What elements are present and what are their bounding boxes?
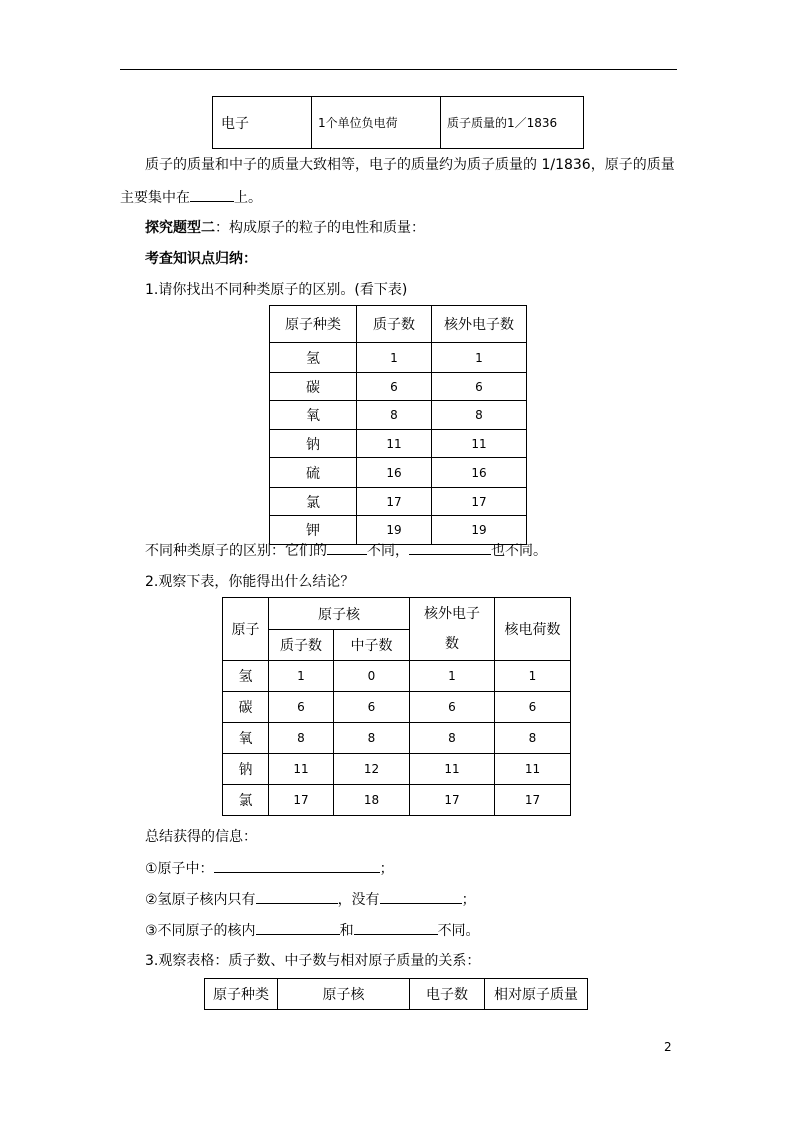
fill-blank[interactable] xyxy=(380,889,462,904)
header-cell: 原子核 xyxy=(278,979,410,1010)
header-cell: 相对原子质量 xyxy=(485,979,588,1010)
heading-bold: 探究题型二 xyxy=(145,220,215,236)
value-cell: 17 xyxy=(410,785,495,816)
section-heading xyxy=(145,218,425,238)
value-cell: 6 xyxy=(334,692,410,723)
value-cell: 1 xyxy=(269,661,334,692)
value-cell: 8 xyxy=(269,723,334,754)
question-1: 1.请你找出不同种类原子的区别。(看下表) xyxy=(145,282,408,298)
relative-mass-table xyxy=(204,978,588,1010)
header-cell xyxy=(410,598,495,661)
cell: 电子 xyxy=(213,97,312,149)
value-cell: 8 xyxy=(357,401,432,430)
fill-blank[interactable] xyxy=(256,920,340,935)
fill-blank[interactable] xyxy=(354,920,438,935)
value-cell: 1 xyxy=(432,343,527,373)
element-name-cell: 碳 xyxy=(223,692,269,723)
value-cell: 19 xyxy=(432,516,527,545)
fill-blank[interactable] xyxy=(190,187,234,202)
element-name-cell: 钾 xyxy=(270,516,357,545)
summary-item-2 xyxy=(145,889,476,910)
question-1-summary xyxy=(145,540,547,561)
top-table xyxy=(212,96,584,149)
value-cell: 17 xyxy=(269,785,334,816)
header-rule xyxy=(120,69,677,70)
text: ②氢原子核内只有 xyxy=(145,892,256,908)
cell: 质子质量的1／1836 xyxy=(441,97,584,149)
text: 不同。 xyxy=(437,923,480,939)
element-name-cell: 氢 xyxy=(270,343,357,373)
fill-blank[interactable] xyxy=(256,889,338,904)
element-name-cell: 硫 xyxy=(270,458,357,488)
header-cell: 原子核 xyxy=(269,598,410,630)
element-name-cell: 氯 xyxy=(270,488,357,516)
text: 主要集中在 xyxy=(120,190,190,206)
value-cell: 6 xyxy=(495,692,571,723)
text: 数 xyxy=(445,636,459,652)
value-cell: 1 xyxy=(495,661,571,692)
text: ③不同原子的核内 xyxy=(145,923,256,939)
header-cell: 原子种类 xyxy=(205,979,278,1010)
value-cell: 1 xyxy=(357,343,432,373)
text: ①原子中： xyxy=(145,861,214,877)
header-cell: 核电荷数 xyxy=(495,598,571,661)
value-cell: 17 xyxy=(432,488,527,516)
question-3: 3.观察表格：质子数、中子数与相对原子质量的关系： xyxy=(145,953,481,969)
page-number: 2 xyxy=(664,1040,672,1054)
text: 和 xyxy=(339,923,354,939)
paragraph-line xyxy=(120,187,262,208)
value-cell: 11 xyxy=(410,754,495,785)
value-cell: 19 xyxy=(357,516,432,545)
value-cell: 8 xyxy=(495,723,571,754)
element-name-cell: 氧 xyxy=(270,401,357,430)
paragraph-line: 质子的质量和中子的质量大致相等，电子的质量约为质子质量的 1/1836，原子的质量 xyxy=(145,157,675,173)
header-cell: 原子 xyxy=(223,598,269,661)
atom-structure-table xyxy=(222,597,571,816)
element-name-cell: 氧 xyxy=(223,723,269,754)
summary-item-1 xyxy=(145,858,394,879)
text: ； xyxy=(379,861,394,877)
value-cell: 8 xyxy=(410,723,495,754)
header-cell: 质子数 xyxy=(269,630,334,661)
element-name-cell: 氢 xyxy=(223,661,269,692)
value-cell: 16 xyxy=(432,458,527,488)
header-cell: 原子种类 xyxy=(270,306,357,343)
value-cell: 6 xyxy=(269,692,334,723)
value-cell: 11 xyxy=(269,754,334,785)
element-name-cell: 钠 xyxy=(223,754,269,785)
value-cell: 6 xyxy=(432,373,527,401)
header-cell: 质子数 xyxy=(357,306,432,343)
value-cell: 8 xyxy=(432,401,527,430)
atom-types-table xyxy=(269,305,527,545)
value-cell: 1 xyxy=(410,661,495,692)
text: 不同， xyxy=(367,543,409,559)
summary-item-3 xyxy=(145,920,480,941)
value-cell: 16 xyxy=(357,458,432,488)
element-name-cell: 碳 xyxy=(270,373,357,401)
value-cell: 11 xyxy=(357,430,432,458)
header-cell: 核外电子数 xyxy=(432,306,527,343)
value-cell: 8 xyxy=(334,723,410,754)
heading-rest: ：构成原子的粒子的电性和质量： xyxy=(215,220,425,236)
question-2: 2.观察下表，你能得出什么结论？ xyxy=(145,574,355,590)
value-cell: 17 xyxy=(357,488,432,516)
value-cell: 17 xyxy=(495,785,571,816)
text: 不同种类原子的区别：它们的 xyxy=(145,543,327,559)
fill-blank[interactable] xyxy=(327,540,367,555)
value-cell: 0 xyxy=(334,661,410,692)
text: 核外电子 xyxy=(424,606,480,622)
fill-blank[interactable] xyxy=(214,858,380,873)
value-cell: 6 xyxy=(357,373,432,401)
value-cell: 11 xyxy=(495,754,571,785)
element-name-cell: 氯 xyxy=(223,785,269,816)
text: ； xyxy=(461,892,476,908)
text: 上。 xyxy=(234,190,262,206)
value-cell: 12 xyxy=(334,754,410,785)
element-name-cell: 钠 xyxy=(270,430,357,458)
text: ，没有 xyxy=(337,892,380,908)
header-cell: 电子数 xyxy=(410,979,485,1010)
fill-blank[interactable] xyxy=(409,540,491,555)
text: 也不同。 xyxy=(491,543,547,559)
value-cell: 6 xyxy=(410,692,495,723)
value-cell: 18 xyxy=(334,785,410,816)
summary-title: 总结获得的信息： xyxy=(145,829,257,845)
subheading: 考查知识点归纳： xyxy=(145,251,257,267)
cell: 1个单位负电荷 xyxy=(312,97,441,149)
header-cell: 中子数 xyxy=(334,630,410,661)
value-cell: 11 xyxy=(432,430,527,458)
